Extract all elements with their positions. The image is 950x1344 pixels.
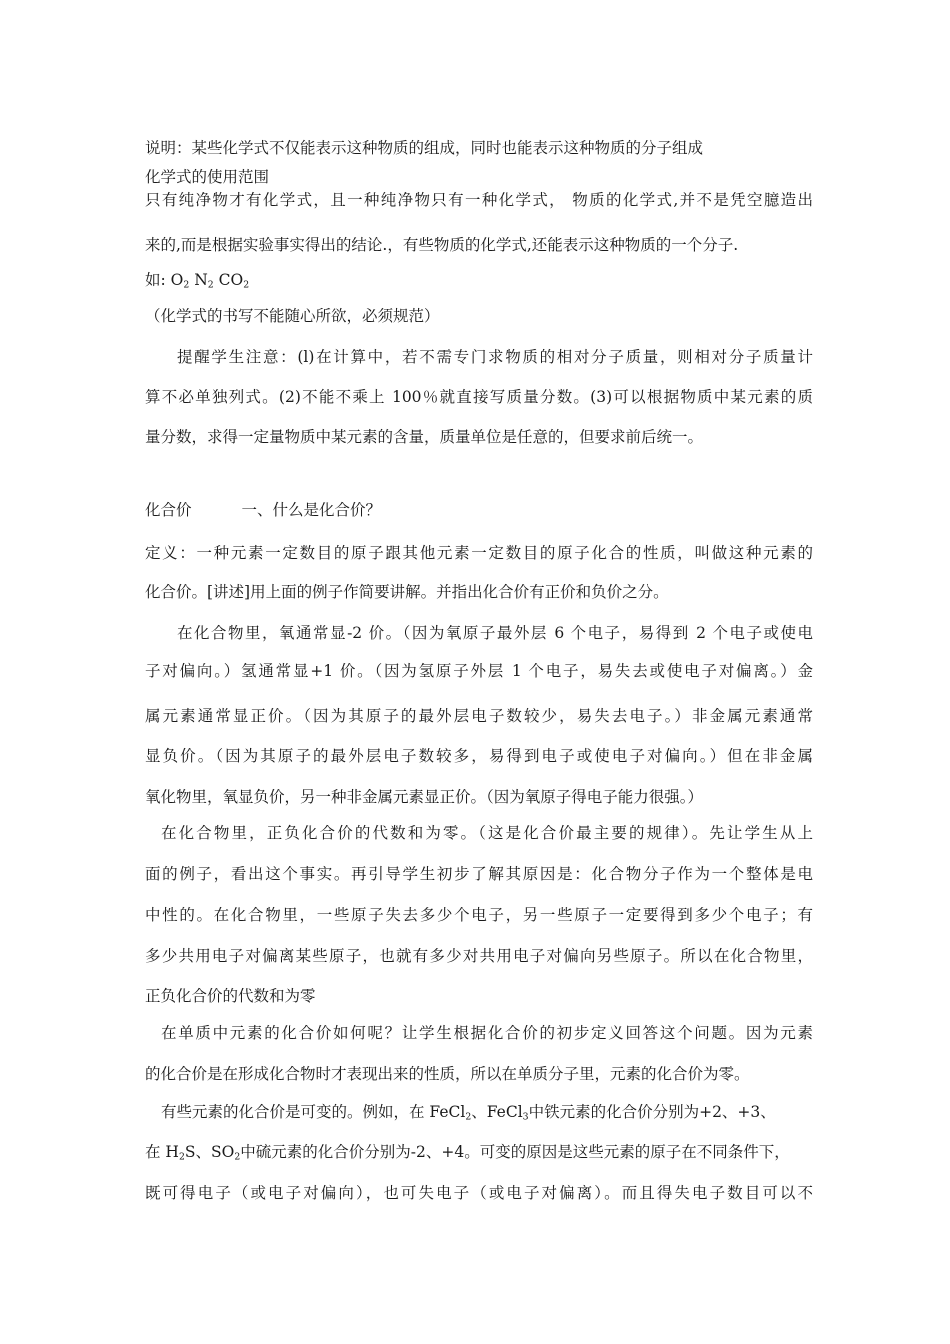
section-heading-usage: 化学式的使用范围 [145,168,270,186]
paragraph-line: （化学式的书写不能随心所欲，必须规范） [145,307,440,325]
paragraph-line: 的化合价是在形成化合物时才表现出来的性质，所以在单质分子里，元素的化合价为零。 [145,1065,750,1083]
section-heading-valence: 化合价 一、什么是化合价？ [145,501,382,519]
paragraph-line: 在 $H_2S$、$SO_2$中硫元素的化合价分别为-2、+4。可变的原因是这些元素的原子在不同条件下， [145,1143,790,1163]
paragraph-line: 多少共用电子对偏离某些原子，也就有多少对共用电子对偏向另些原子。所以在化合物里， [145,947,813,965]
paragraph-line: 正负化合价的代数和为零 [145,987,316,1005]
formula-co2: $CO_2$ [218,271,250,291]
paragraph-line: 有些元素的化合价是可变的。例如，在 FeCl$_2$、FeCl$_3$中铁元素的化合价分别为+2、+3、 [161,1103,776,1123]
paragraph-line: 来的,而是根据实验事实得出的结论.，有些物质的化学式,还能表示这种物质的一个分子. [145,236,739,254]
reminder-line: 量分数，求得一定量物质中某元素的含量，质量单位是任意的，但要求前后统一。 [145,428,704,446]
reminder-line: 算不必单独列式。(2)不能不乘上 100％就直接写质量分数。(3)可以根据物质中某元素的质 [145,388,813,406]
paragraph-line: 属元素通常显正价。（因为其原子的最外层电子数较少，易失去电子。）非金属元素通常 [145,707,813,725]
definition-line: 化合价。[讲述]用上面的例子作简要讲解。并指出化合价有正价和负价之分。 [145,583,669,601]
note-line: 说明：某些化学式不仅能表示这种物质的组成，同时也能表示这种物质的分子组成 [145,139,704,157]
paragraph-line: 中性的。在化合物里，一些原子失去多少个电子，另一些原子一定要得到多少个电子；有 [145,906,813,924]
paragraph-line: 子对偏向。）氢通常显+1 价。（因为氢原子外层 1 个电子，易失去或使电子对偏离。）金 [145,662,813,680]
paragraph-line: 在单质中元素的化合价如何呢？让学生根据化合价的初步定义回答这个问题。因为元素 [161,1024,813,1042]
paragraph-line: 既可得电子（或电子对偏向），也可失电子（或电子对偏离）。而且得失电子数目可以不 [145,1184,813,1202]
paragraph-line: 只有纯净物才有化学式，且一种纯净物只有一种化学式， 物质的化学式,并不是凭空臆造出 [145,191,813,209]
definition-line: 定义：一种元素一定数目的原子跟其他元素一定数目的原子化合的性质，叫做这种元素的 [145,544,813,562]
paragraph-line: 在化合物里，正负化合价的代数和为零。（这是化合价最主要的规律）。先让学生从上 [161,824,813,842]
formula-o2: $O_2$ [170,271,190,291]
paragraph-line: 显负价。（因为其原子的最外层电子数较多，易得到电子或使电子对偏向。）但在非金属 [145,747,813,765]
reminder-line: 提醒学生注意：(l)在计算中，若不需专门求物质的相对分子质量，则相对分子质量计 [177,348,813,366]
example-prefix: 如: [145,271,171,289]
formula-example-line [145,270,249,290]
paragraph-line: 在化合物里，氧通常显-2 价。（因为氧原子最外层 6 个电子，易得到 2 个电子或使电 [177,624,813,642]
paragraph-line: 氧化物里，氧显负价，另一种非金属元素显正价。（因为氧原子得电子能力很强。） [145,788,704,806]
paragraph-line: 面的例子，看出这个事实。再引导学生初步了解其原因是：化合物分子作为一个整体是电 [145,865,813,883]
formula-n2: $N_2$ [194,271,214,291]
